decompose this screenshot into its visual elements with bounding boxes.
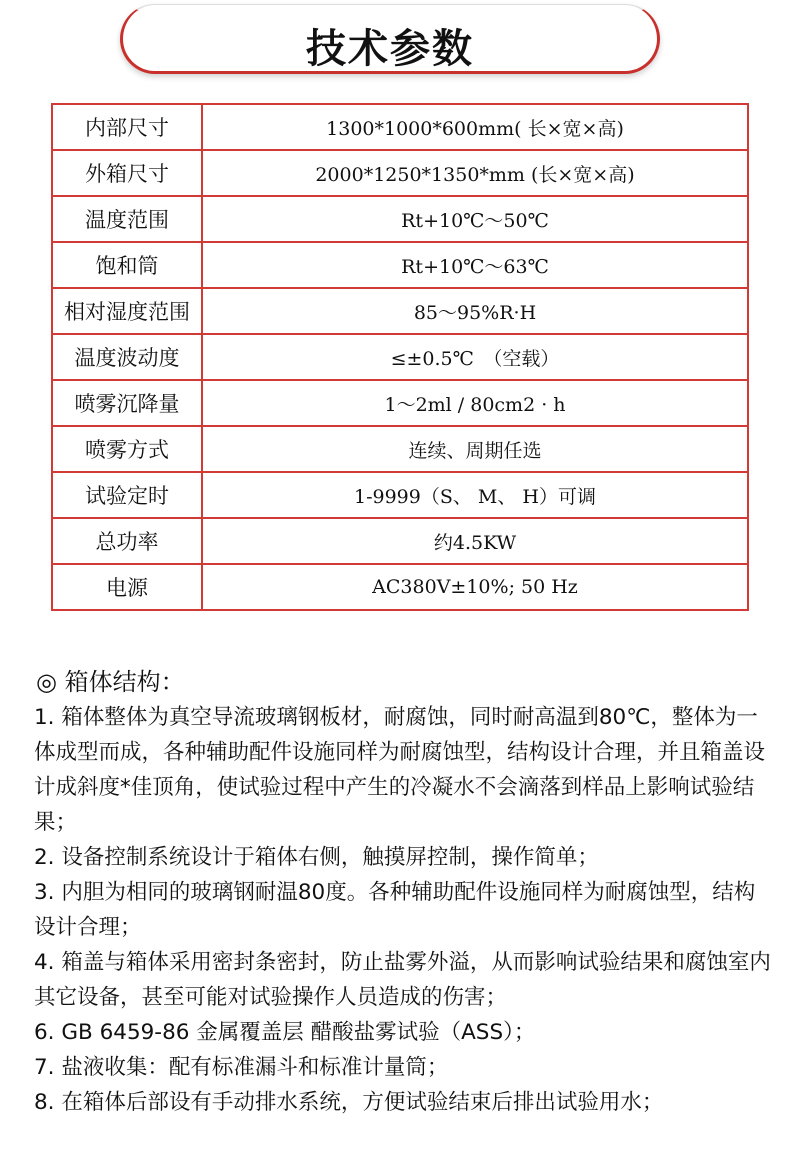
spec-value: Rt+10℃～50℃: [202, 196, 748, 242]
spec-label: 饱和筒: [52, 242, 202, 288]
spec-value: Rt+10℃～63℃: [202, 242, 748, 288]
spec-value: 约4.5KW: [202, 518, 748, 564]
table-row: [52, 518, 748, 564]
spec-label: 相对湿度范围: [52, 288, 202, 334]
title-banner: [120, 4, 660, 74]
spec-label: 温度范围: [52, 196, 202, 242]
table-row: [52, 196, 748, 242]
table-row: [52, 380, 748, 426]
list-item: 1. 箱体整体为真空导流玻璃钢板材，耐腐蚀，同时耐高温到80℃，整体为一体成型而成，各种辅助配件设施同样为耐腐蚀型，结构设计合理，并且箱盖设计成斜度*佳顶角，使试验过程中产生的冷凝水不会滴落到样品上影响试验结果；: [34, 705, 766, 835]
spec-label: 外箱尺寸: [52, 150, 202, 196]
list-item: 6. GB 6459-86 金属覆盖层 醋酸盐雾试验（ASS）；: [34, 1020, 536, 1045]
spec-label: 电源: [52, 564, 202, 610]
list-item: 3. 内胆为相同的玻璃钢耐温80度。各种辅助配件设施同样为耐腐蚀型，结构设计合理；: [34, 880, 756, 940]
list-item: 7. 盐液收集：配有标准漏斗和标准计量筒；: [34, 1055, 449, 1080]
table-row: [52, 242, 748, 288]
spec-value: 1～2ml / 80cm2 · h: [202, 380, 748, 426]
spec-value: 连续、周期任选: [202, 426, 748, 472]
table-row: [52, 150, 748, 196]
table-row: [52, 564, 748, 610]
list-item: 8. 在箱体后部设有手动排水系统，方便试验结束后排出试验用水；: [34, 1090, 664, 1115]
spec-value: 1-9999（S、 M、 H）可调: [202, 472, 748, 518]
spec-label: 试验定时: [52, 472, 202, 518]
table-row: [52, 104, 748, 150]
table-row: [52, 334, 748, 380]
spec-value: 2000*1250*1350*mm (长×宽×高): [202, 150, 748, 196]
page-title: 技术参数: [306, 26, 474, 72]
spec-table: [51, 103, 749, 611]
table-row: [52, 426, 748, 472]
structure-list: [34, 700, 774, 1120]
spec-label: 喷雾方式: [52, 426, 202, 472]
list-item: 2. 设备控制系统设计于箱体右侧，触摸屏控制，操作简单；: [34, 845, 599, 870]
spec-label: 喷雾沉降量: [52, 380, 202, 426]
structure-heading: ◎ 箱体结构：: [36, 668, 185, 696]
spec-value: 85～95%R·H: [202, 288, 748, 334]
table-row: [52, 288, 748, 334]
table-row: [52, 472, 748, 518]
spec-value: AC380V±10%; 50 Hz: [202, 564, 748, 610]
spec-value: 1300*1000*600mm( 长×宽×高): [202, 104, 748, 150]
spec-label: 总功率: [52, 518, 202, 564]
spec-label: 内部尺寸: [52, 104, 202, 150]
spec-label: 温度波动度: [52, 334, 202, 380]
spec-value: ≤±0.5℃ （空载）: [202, 334, 748, 380]
list-item: 4. 箱盖与箱体采用密封条密封，防止盐雾外溢，从而影响试验结果和腐蚀室内其它设备，甚至可能对试验操作人员造成的伤害；: [34, 950, 771, 1010]
